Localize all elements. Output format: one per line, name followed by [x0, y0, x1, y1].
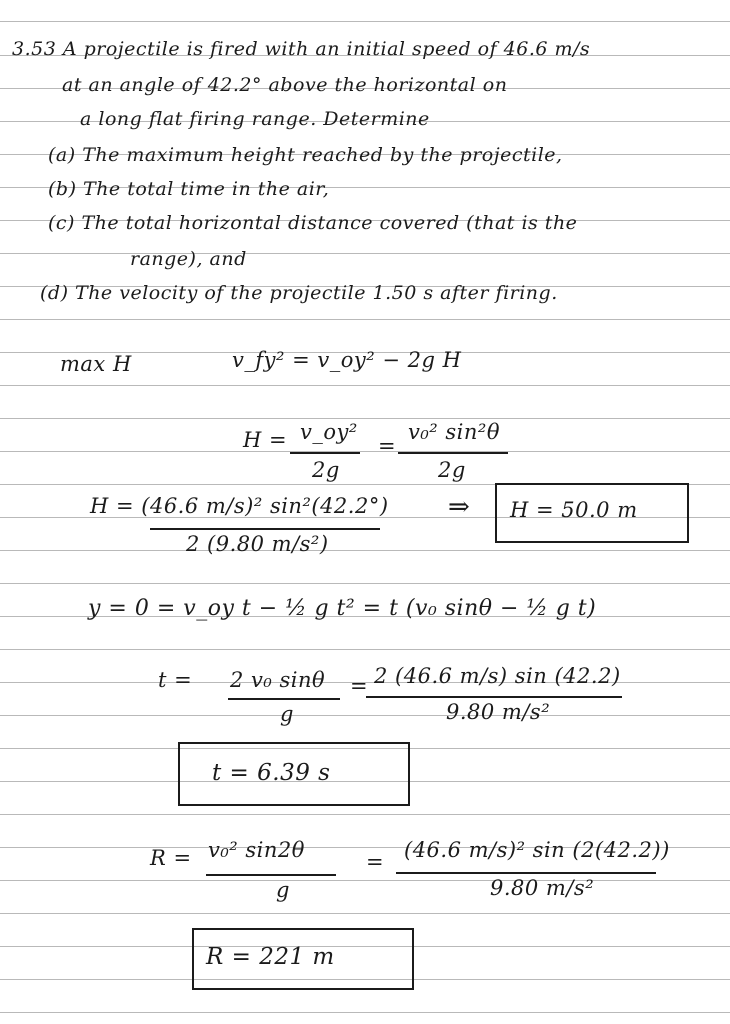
max-height-eq3-fraction-bar — [150, 528, 380, 530]
problem-part-a: (a) The maximum height reached by the projectile, — [48, 144, 563, 166]
range-fraction-bar — [206, 874, 336, 876]
max-height-eq2-rden: 2g — [438, 458, 466, 482]
time-right-fraction-bar — [366, 696, 622, 698]
problem-line-3: a long flat firing range. Determine — [80, 108, 430, 130]
problem-part-c-cont: range), and — [130, 248, 247, 270]
problem-part-d: (d) The velocity of the projectile 1.50 s after firing. — [40, 282, 558, 304]
time-num: 2 v₀ sinθ — [230, 668, 326, 692]
range-right-fraction-bar — [396, 872, 656, 874]
max-height-eq2-fraction-bar — [290, 452, 360, 454]
problem-part-c: (c) The total horizontal distance covered (that is the — [48, 212, 578, 234]
range-num: v₀² sin2θ — [208, 838, 305, 862]
time-result: t = 6.39 s — [212, 760, 331, 786]
range-mid: = — [366, 850, 385, 874]
max-height-eq1: v_fy² = v_oy² − 2g H — [232, 348, 462, 372]
time-mid: = — [350, 674, 369, 698]
time-eq1: y = 0 = v_oy t − ½ g t² = t (v₀ sinθ − ½ g t) — [88, 596, 597, 621]
time-fraction-bar — [228, 698, 340, 700]
problem-part-b: (b) The total time in the air, — [48, 178, 330, 200]
time-den: g — [280, 702, 294, 726]
range-rnum: (46.6 m/s)² sin (2(42.2)) — [404, 838, 670, 862]
time-rden: 9.80 m/s² — [446, 700, 551, 724]
max-height-eq2-rnum: v₀² sin²θ — [408, 420, 500, 444]
range-result: R = 221 m — [206, 944, 335, 970]
problem-line-2: at an angle of 42.2° above the horizontal on — [62, 74, 508, 96]
max-height-eq2-lhs: H = — [243, 428, 288, 452]
max-height-eq2-den: 2g — [312, 458, 340, 482]
max-height-eq2-mid: = — [378, 434, 397, 458]
max-height-eq2-right-fraction-bar — [398, 452, 508, 454]
time-lhs: t = — [158, 668, 193, 692]
time-rnum: 2 (46.6 m/s) sin (42.2) — [374, 664, 621, 688]
range-lhs: R = — [150, 846, 192, 870]
max-height-result: H = 50.0 m — [510, 498, 638, 522]
implies-arrow: ⇒ — [448, 492, 471, 522]
max-height-eq2-num: v_oy² — [300, 420, 358, 444]
range-rden: 9.80 m/s² — [490, 876, 595, 900]
range-den: g — [276, 878, 290, 902]
max-height-eq3-den: 2 (9.80 m/s²) — [186, 532, 329, 556]
max-height-eq3-num: H = (46.6 m/s)² sin²(42.2°) — [90, 494, 389, 518]
max-height-label: max H — [60, 352, 132, 376]
problem-line-1: 3.53 A projectile is fired with an initial speed of 46.6 m/s — [12, 38, 591, 60]
